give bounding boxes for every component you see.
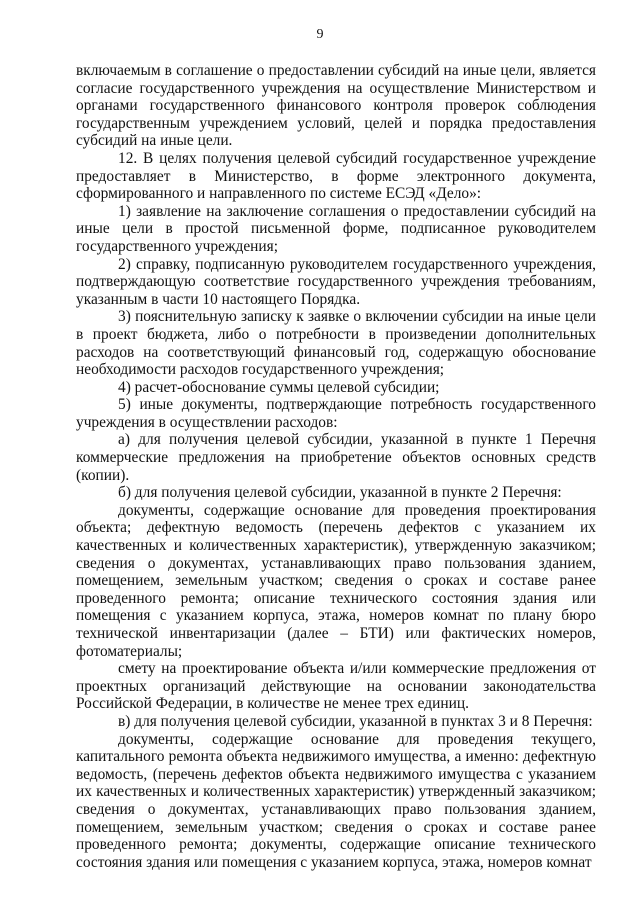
paragraph: 3) пояснительную записку к заявке о включении субсидии на иные цели в проект бюджета, либо о потребности в произведении дополнительных расходов на соответствующий финансовый год, содержащую обоснование необходимости расходов государственного учреждения; [76,308,596,379]
paragraph: документы, содержащие основание для проведения проектирования объекта; дефектную ведомость (перечень дефектов с указанием их качественных и количественных характеристик), утвержденную заказчиком; сведения о документах, устанавливающих право пользования зданием, помещением, земельным участком; сведения о сроках и составе ранее проведенного ремонта; описание технического состояния здания или помещения с указанием корпуса, этажа, номеров комнат по плану бюро технической инвентаризации (далее – БТИ) или фактических номеров, фотоматериалы; [76,501,596,660]
paragraph: 4) расчет-обоснование суммы целевой субсидии; [118,378,440,396]
paragraph: б) для получения целевой субсидии, указанной в пункте 2 Перечня: [118,484,562,502]
paragraph: 1) заявление на заключение соглашения о предоставлении субсидий на иные цели в простой письменной форме, подписанное руководителем государственного учреждения; [76,202,596,255]
paragraph: 2) справку, подписанную руководителем государственного учреждения, подтверждающую соответствие государственного учреждения требованиям, указанным в части 10 настоящего Порядка. [76,255,596,308]
document-body [76,62,596,871]
page-number: 9 [316,27,324,42]
paragraph: смету на проектирование объекта и/или коммерческие предложения от проектных организаций действующие на основании законодательства Российской Федерации, в количестве не менее трех единиц. [76,660,596,713]
paragraph: 12. В целях получения целевой субсидий государственное учреждение предоставляет в Министерство, в форме электронного документа, сформированного и направленного по системе ЕСЭД «Дело»: [76,149,596,203]
paragraph: документы, содержащие основание для проведения текущего, капитального ремонта объекта недвижимого имущества, а именно: дефектную ведомость, (перечень дефектов объекта недвижимого имущества с указанием их качественных и количественных характеристик) утвержденный заказчиком; сведения о документах, устанавливающих право пользования зданием, помещением, земельным участком; сведения о сроках и составе ранее проведенного ремонта; документы, содержащие описание технического состояния здания или помещения с указанием корпуса, этажа, номеров комнат [76,730,596,871]
paragraph: а) для получения целевой субсидии, указанной в пункте 1 Перечня коммерческие предложения на приобретение объектов основных средств (копии). [76,431,596,484]
paragraph: включаемым в соглашение о предоставлении субсидий на иные цели, является согласие государственного учреждения на осуществление Министерством и органами государственного финансового контроля проверок соблюдения государственным учреждением условий, целей и порядка предоставления субсидий на иные цели. [76,62,596,150]
paragraph: 5) иные документы, подтверждающие потребность государственного учреждения в осуществлении расходов: [76,396,596,431]
paragraph: в) для получения целевой субсидии, указанной в пунктах 3 и 8 Перечня: [118,712,593,730]
